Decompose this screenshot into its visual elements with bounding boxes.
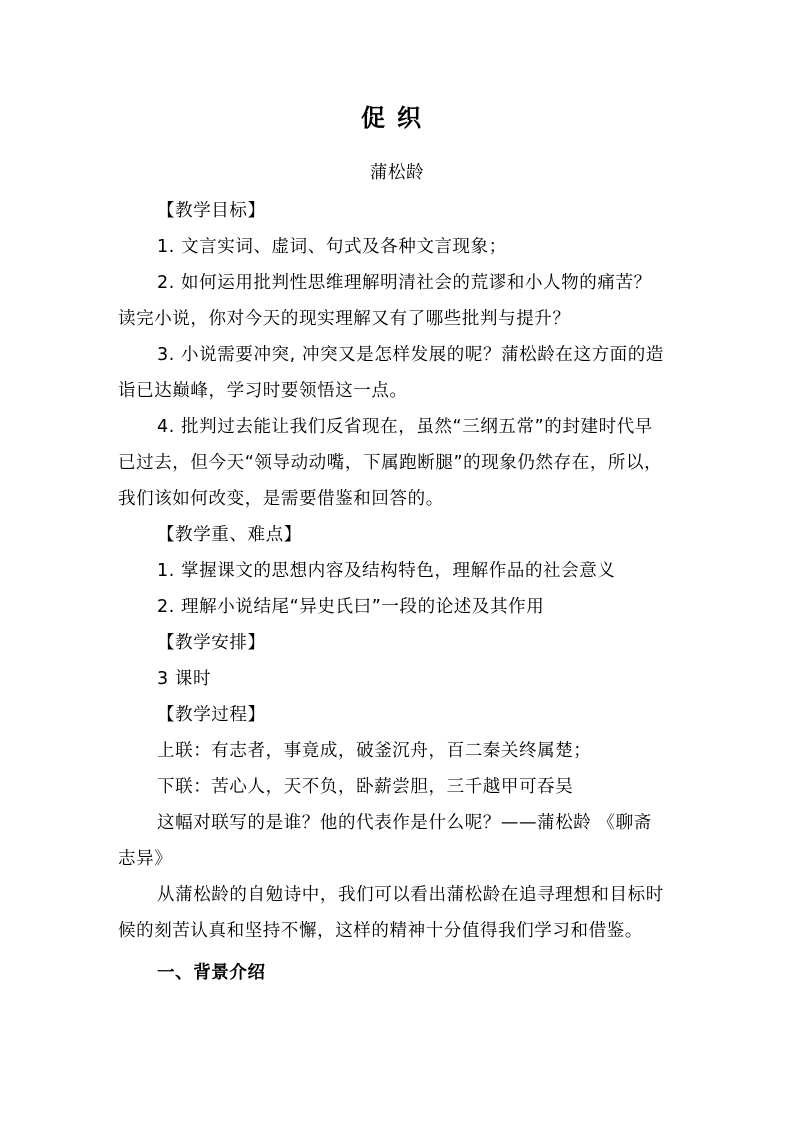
section-heading-key-points: 【教学重、难点】 — [157, 525, 302, 545]
section-heading-arrangement: 【教学安排】 — [157, 633, 266, 653]
document-author: 蒲松龄 — [369, 163, 425, 183]
goal-item-3: 3. 小说需要冲突, 冲突又是怎样发展的呢？蒲松龄在这方面的造 — [157, 345, 664, 365]
poem-paragraph: 从蒲松龄的自勉诗中，我们可以看出蒲松龄在追寻理想和目标时 — [157, 885, 664, 905]
arrangement-hours: 3 课时 — [157, 669, 212, 689]
couplet-question-continued: 志异》 — [118, 849, 173, 869]
section-heading-background: 一、背景介绍 — [157, 963, 266, 983]
section-heading-teaching-goals: 【教学目标】 — [157, 201, 266, 221]
couplet-lower: 下联：苦心人，天不负，卧薪尝胆，三千越甲可吞吴 — [157, 777, 574, 797]
poem-paragraph-continued: 候的刻苦认真和坚持不懈，这样的精神十分值得我们学习和借鉴。 — [118, 921, 643, 941]
goal-item-2: 2. 如何运用批判性思维理解明清社会的荒谬和小人物的痛苦？ — [157, 273, 652, 293]
goal-item-2-continued: 读完小说，你对今天的现实理解又有了哪些批判与提升？ — [118, 309, 571, 329]
section-heading-process: 【教学过程】 — [157, 705, 266, 725]
goal-item-1: 1. 文言实词、虚词、句式及各种文言现象； — [157, 237, 507, 257]
goal-item-4-continued-1: 已过去，但今天“领导动动嘴，下属跑断腿”的现象仍然存在，所以， — [118, 453, 663, 473]
key-point-1: 1. 掌握课文的思想内容及结构特色，理解作品的社会意义 — [157, 561, 616, 581]
couplet-question: 这幅对联写的是谁？他的代表作是什么呢？——蒲松龄 《聊斋 — [157, 813, 652, 833]
document-title: 促织 — [361, 104, 433, 132]
goal-item-4-continued-2: 我们该如何改变，是需要借鉴和回答的。 — [118, 489, 444, 509]
key-point-2: 2. 理解小说结尾“异史氏曰”一段的论述及其作用 — [157, 597, 545, 617]
goal-item-3-continued: 诣已达巅峰，学习时要领悟这一点。 — [118, 381, 408, 401]
couplet-upper: 上联：有志者，事竟成，破釜沉舟，百二秦关终属楚； — [157, 741, 592, 761]
goal-item-4: 4. 批判过去能让我们反省现在，虽然“三纲五常”的封建时代早 — [157, 417, 653, 437]
